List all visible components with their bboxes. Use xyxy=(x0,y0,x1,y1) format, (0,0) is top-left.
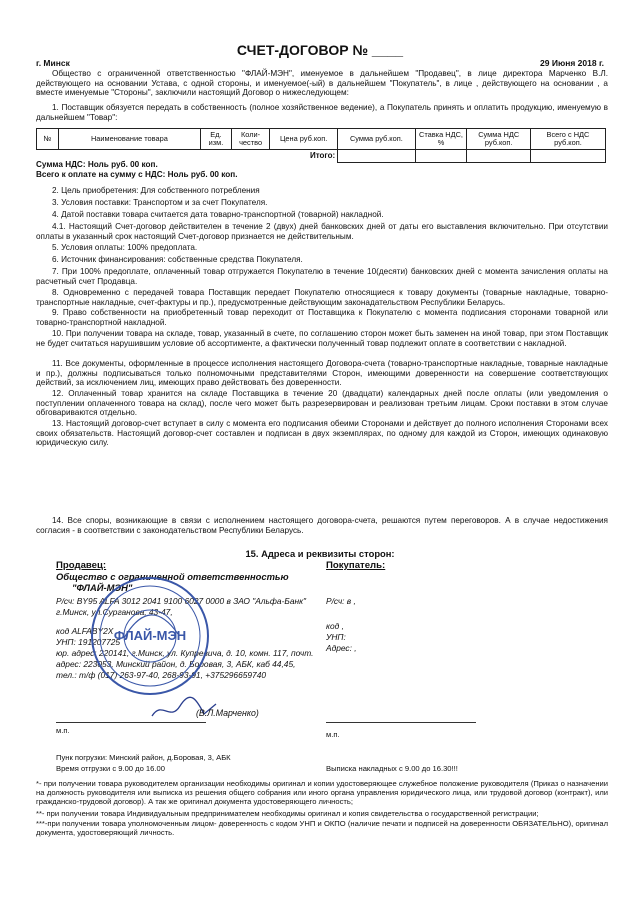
seller-signer-name: (В.Л.Марченко) xyxy=(196,708,259,718)
buyer-unp: УНП: xyxy=(326,632,346,642)
itogo-vat-rate xyxy=(415,150,467,163)
seller-heading: Продавец: xyxy=(56,560,107,571)
shipping-hours: Время отгрузки с 9.00 до 16.00 xyxy=(56,764,165,773)
col-header: Коли-чество xyxy=(232,129,270,150)
seller-phone: тел.: т/ф (017) 263-97-40, 268-93-91, +375296659740 xyxy=(56,670,267,680)
seller-mp: м.п. xyxy=(56,726,70,735)
seller-bank-address: г.Минск, ул.Сурганова, 43-47, xyxy=(56,607,173,617)
buyer-bank-code: код , xyxy=(326,621,344,631)
buyer-mp: м.п. xyxy=(326,730,340,739)
clause: 4. Датой поставки товара считается дата товарно-транспортной (товарной) накладной. xyxy=(52,210,384,219)
buyer-account: Р/сч: в , xyxy=(326,596,356,606)
city: г. Минск xyxy=(36,58,70,68)
seal-center-text: ФЛАЙ-МЭН xyxy=(113,628,187,643)
seller-name-quoted: "ФЛАЙ-МЭН" xyxy=(72,582,133,593)
grand-total: Всего к оплате на сумму с НДС: Ноль руб. 00 коп. xyxy=(36,170,238,179)
clause: 9. Право собственности на приобретенный товар переходит от Поставщика к Покупателю с момента подписания сторонами товарной или товарно-транспортной накладной. xyxy=(36,308,608,327)
clause-1: 1. Поставщик обязуется передать в собственность (полное хозяйственное ведение), а Покупатель принять и оплатить продукцию, именуемую в дальнейшем "Товар": xyxy=(36,103,608,122)
document-title: СЧЕТ-ДОГОВОР № ____ xyxy=(236,42,404,58)
buyer-signature-line xyxy=(326,722,476,723)
col-header: Сумма НДС руб.коп. xyxy=(467,129,530,150)
pickup-point: Пунк погрузки: Минский район, д.Боровая, 3, АБК xyxy=(56,753,231,762)
clause: 2. Цель приобретения: Для собственного потребления xyxy=(52,186,260,195)
buyer-heading: Покупатель: xyxy=(326,560,386,571)
clause: 14. Все споры, возникающие в связи с исполнением настоящего договора-счета, решаются путем переговоров. А в случае недостижения согласия - в соответствии с законодательством Республики Беларусь. xyxy=(36,516,608,535)
clause: 4.1. Настоящий Счет-договор действителен в течение 2 (двух) дней банковских дней от даты его выставления включительно. При отсутствии оплаты в указанный срок настоящий Счет-договор признается не действительным. xyxy=(36,222,608,241)
seller-account: Р/сч: BY95 ALFA 3012 2041 9100 6027 0000 в ЗАО "Альфа-Банк" xyxy=(56,596,307,606)
footnote: **- при получении товара Индивидуальным предпринимателем необходимы оригинал и копия свидетельства о государственной регистрации; xyxy=(36,809,539,818)
clause: 10. При получении товара на складе, товар, указанный в счете, по соглашению сторон может быть заменен на иной товар, при этом Поставщик не будет считаться нарушившим условие об ассортименте, а фактически полученный товар подлежит оплате в соответствии с накладной. xyxy=(36,329,608,348)
itogo-sum xyxy=(338,150,415,163)
vat-total: Сумма НДС: Ноль руб. 00 коп. xyxy=(36,160,158,169)
col-header: Наименование товара xyxy=(58,129,200,150)
company-seal xyxy=(88,574,212,698)
col-header: Сумма руб.коп. xyxy=(338,129,415,150)
section-15-heading: 15. Адреса и реквизиты сторон: xyxy=(245,548,395,559)
clause: 12. Оплаченный товар хранится на складе Поставщика в течение 20 (двадцати) календарных дней после оплаты (или уведомления о поступлении оплаченного товара на склад), после чего может быть разрезервирован и реализован третьим лицам. Сроки поставки в этом случае обговариваются отдельно. xyxy=(36,389,608,418)
document-date: 29 Июня 2018 г. xyxy=(540,58,604,68)
clause: 7. При 100% предоплате, оплаченный товар отгружается Покупателю в течение 10(десяти) банковских дней с момента зачисления оплаты на расчетный счет Продавца. xyxy=(36,267,608,286)
footnote: ***-при получении товара уполномоченным лицом- доверенность с кодом УНП и ОКПО (наличие печати и подписей на доверенности ОБЯЗАТЕЛЬНО), оригинал документа, удостоверяющий личность. xyxy=(36,819,608,837)
itogo-total xyxy=(530,150,605,163)
clause: 8. Одновременно с передачей товара Поставщик передает Покупателю относящиеся к товару документы (товарные накладные, товарно-транспортные накладные, счет-фактуры и пр.), предусмотренные действующим законадательством Республики Беларусь. xyxy=(36,288,608,307)
itogo-vat xyxy=(467,150,530,163)
seller-legal-address: юр. адрес: 220141, г.Минск, ул. Купревича, д. 10, комн. 117, почт. xyxy=(56,648,314,658)
col-header: Всего с НДС руб.коп. xyxy=(530,129,605,150)
invoice-hours-note: Выписка накладных с 9.00 до 16.30!!! xyxy=(326,764,458,773)
clause: 6. Источник финансирования: собственные средства Покупателя. xyxy=(52,255,303,264)
clause: 11. Все документы, оформленные в процессе исполнения настоящего Договора-счета (товарно-транспортные накладные, товарные накладные и пр.), должны подписываться только полномочными представителями Сторон, имеющими доверенности на совершение соответствующих действий, за исключением лиц, имеющих право действовать без доверенности. xyxy=(36,359,608,388)
seller-name: Общество с ограниченной ответственностью xyxy=(56,571,289,582)
seller-unp: УНП: 191207725 xyxy=(56,637,121,647)
itogo-label: Итого: xyxy=(309,151,336,161)
intro-paragraph: Общество с ограниченной ответственностью "ФЛАЙ-МЭН", именуемое в дальнейшем "Продавец", в лице директора Марченко В.Л. действующего на основании Устава, с одной стороны, и именуемое(-ый) в дальнейшем "Покупатель", в лице , действующего на основании , а вместе именуемые "Стороны", заключили настоящий Договор о нижеследующем: xyxy=(36,69,608,98)
buyer-address: Адрес: , xyxy=(326,643,357,653)
col-header: Ед. изм. xyxy=(200,129,231,150)
seller-postal-address: адрес: 223053, Минский район, д. Боровая, 3, АБК, каб 44,45, xyxy=(56,659,296,669)
clause: 13. Настоящий договор-счет вступает в силу с момента его подписания обеими Сторонами и действует до полного исполнения Сторонами всех своих обязательств. Настоящий договор-счет составлен и подписан в двух экземплярах, по одному для каждой из Сторон, имеющих одинаковую юридическую силу. xyxy=(36,419,608,448)
footnote: *- при получении товара руководителем организации необходимы оригинал и копии удостоверяющее служебное положение руководителя (Приказ о назначении на должность руководителя или выписка из решения общего собрания или иного органа управления юридического лица, или трудовой договор (контракт), или гражданско-трудовой договор). А так же оригинал документа удостоверяющего личность; xyxy=(36,779,608,806)
clause: 5. Условия оплаты: 100% предоплата. xyxy=(52,243,198,252)
goods-table xyxy=(36,128,606,163)
seller-signature-line xyxy=(56,722,206,723)
clause: 3. Условия поставки: Транспортом и за счет Покупателя. xyxy=(52,198,268,207)
table-header-row xyxy=(37,129,606,150)
col-header: № xyxy=(37,129,59,150)
col-header: Цена руб.коп. xyxy=(270,129,338,150)
col-header: Ставка НДС, % xyxy=(415,129,467,150)
seller-bank-code: код ALFABY2X xyxy=(56,626,114,636)
